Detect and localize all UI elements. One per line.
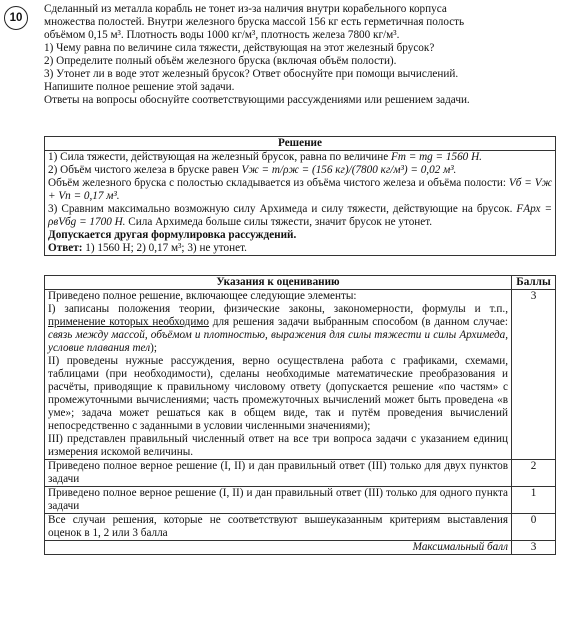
solution-step-2 xyxy=(48,164,552,177)
solution-step-4 xyxy=(48,203,552,229)
problem-line: 2) Определите полный объём железного бруска (включая объём полости). xyxy=(44,55,397,67)
problem-line: объёмом 0,15 м³. Плотность воды 1000 кг/м³, плотность железа 7800 кг/м³. xyxy=(44,29,400,41)
criteria-row xyxy=(45,487,556,514)
problem-line: Ответы на вопросы обоснуйте соответствующими рассуждениями или решением задачи. xyxy=(44,94,470,106)
gravity-formula: Fт = mg = 1560 Н. xyxy=(391,151,482,163)
criteria-row xyxy=(45,514,556,541)
criteria-table xyxy=(44,275,556,555)
total-volume-formula: Vб = Vж + Vп = 0,17 м³. xyxy=(48,177,552,202)
criteria-cell: Приведено полное верное решение (I, II) и дан правильный ответ (III) только для одного пункта задачи xyxy=(45,487,512,514)
criteria-item-1 xyxy=(48,303,508,355)
criteria-header: Указания к оцениванию xyxy=(45,276,512,290)
problem-line: Напишите полное решение этой задачи. xyxy=(44,81,235,93)
criteria-text: I) записаны положения теории, физические законы, закономерности, формулы и т.п., xyxy=(48,303,508,315)
points-header: Баллы xyxy=(512,276,556,290)
criteria-intro: Приведено полное решение, включающее следующие элементы: xyxy=(48,290,357,302)
max-score-row xyxy=(45,541,556,555)
max-score-label: Максимальный балл xyxy=(45,541,512,555)
solution-step-1 xyxy=(48,151,552,164)
criteria-points: 3 xyxy=(512,290,556,460)
criteria-row xyxy=(45,460,556,487)
criteria-item-3: III) представлен правильный численный ответ на все три вопроса задачи с указанием единиц измерения искомой величины. xyxy=(48,433,508,458)
max-score-value: 3 xyxy=(512,541,556,555)
iron-volume-formula: Vж = m/ρж = (156 кг)/(7800 кг/м³) = 0,02 м³. xyxy=(241,164,457,176)
solution-body xyxy=(45,151,556,256)
solution-step-text: 1) Сила тяжести, действующая на железный брусок, равна по величине xyxy=(48,151,389,163)
solution-step-text: Объём железного бруска с полостью складывается из объёма чистого железа и объёма полости: xyxy=(48,177,506,189)
criteria-points: 1 xyxy=(512,487,556,514)
answer-line xyxy=(48,242,552,255)
problem-line: множества полостей. Внутри железного бруска массой 156 кг есть герметичная полость xyxy=(44,16,465,28)
problem-line: 1) Чему равна по величине сила тяжести, действующая на этот железный брусок? xyxy=(44,42,435,54)
criteria-underlined-text: применение которых необходимо xyxy=(48,316,209,328)
solution-step-text: Сила Архимеда больше силы тяжести, значит брусок не утонет. xyxy=(128,216,433,228)
archimedes-formula: FАрх = ρвVбg = 1700 Н. xyxy=(48,203,553,228)
criteria-item-2: II) проведены нужные рассуждения, верно осуществлена работа с графиками, схемами, таблицами (при необходимости), сделаны необходимые математические преобразования и расчёты, приводящие к правильному числовому ответу (допускается решение «по частям» с промежуточными вычислениями; часть промежуточных вычислений может быть проведена «в уме»; задача может решаться как в общем виде, так и путём проведения вычислений непосредственно с заданными в условии численными значениями); xyxy=(48,355,508,432)
criteria-cell: Приведено полное верное решение (I, II) и дан правильный ответ (III) только для двух пунктов задачи xyxy=(45,460,512,487)
criteria-text: для решения задачи выбранным способом (в данном случае: xyxy=(212,316,509,328)
problem-statement xyxy=(44,3,554,107)
solution-header: Решение xyxy=(45,137,556,151)
criteria-cell xyxy=(45,290,512,460)
criteria-italic-text: связь между массой, объёмом и плотностью, выражения для силы тяжести и силы Архимеда, условие плавания тел xyxy=(48,329,508,354)
criteria-points: 2 xyxy=(512,460,556,487)
solution-step-text: 3) Сравним максимально возможную силу Архимеда и силу тяжести, действующие на брусок. xyxy=(48,203,513,215)
criteria-text: ); xyxy=(150,342,157,354)
problem-line: Сделанный из металла корабль не тонет из-за наличия внутри корабельного корпуса xyxy=(44,3,447,15)
criteria-cell: Все случаи решения, которые не соответствуют вышеуказанным критериям выставления оценок в 1, 2 или 3 балла xyxy=(45,514,512,541)
criteria-points: 0 xyxy=(512,514,556,541)
answer-text: 1) 1560 Н; 2) 0,17 м³; 3) не утонет. xyxy=(85,242,247,254)
answer-label: Ответ: xyxy=(48,242,83,254)
solution-step-3 xyxy=(48,177,552,203)
solution-step-text: 2) Объём чистого железа в бруске равен xyxy=(48,164,239,176)
criteria-row xyxy=(45,290,556,460)
problem-line: 3) Утонет ли в воде этот железный брусок? Ответ обоснуйте при помощи вычислений. xyxy=(44,68,459,80)
task-number-badge: 10 xyxy=(4,6,28,30)
solution-table xyxy=(44,136,556,256)
alternative-note: Допускается другая формулировка рассуждений. xyxy=(48,229,297,241)
